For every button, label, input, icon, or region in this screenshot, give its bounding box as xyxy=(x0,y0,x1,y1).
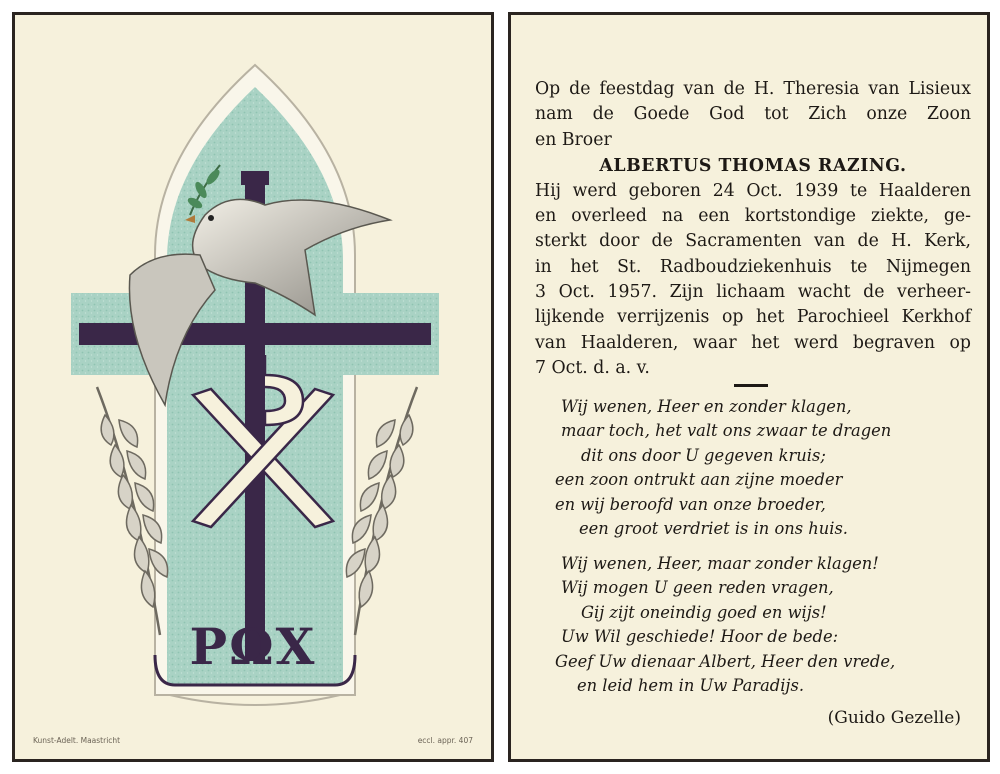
poem-line: Uw Wil geschiede! Hoor de bede: xyxy=(561,627,839,647)
obituary-text xyxy=(535,77,971,381)
body-line: 7 Oct. d. a. v. xyxy=(535,357,650,378)
pax-monogram-text: PΩX xyxy=(189,617,317,676)
palm-frond-right-icon xyxy=(346,387,417,635)
poem-line: maar toch, het valt ons zwaar te dragen xyxy=(561,421,892,441)
poem-line: en leid hem in Uw Paradijs. xyxy=(577,676,805,696)
poem-stanza xyxy=(555,552,975,698)
deceased-name: ALBERTUS THOMAS RAZING. xyxy=(599,155,907,176)
body-line: van Haalderen, waar het werd begraven op xyxy=(535,332,971,353)
section-divider xyxy=(734,384,768,387)
body-line: in het St. Radboudziekenhuis te Nijmegen xyxy=(535,256,971,277)
poem-stanza xyxy=(555,395,975,541)
body-line: en overleed na een kortstondige ziekte, ge- xyxy=(535,206,971,227)
cross-horizontal-beam xyxy=(79,323,431,345)
poem-line: een zoon ontrukt aan zijne moeder xyxy=(555,470,843,490)
body-line: 3 Oct. 1957. Zijn lichaam wacht de verheer- xyxy=(535,282,971,303)
ecclesiastical-approval: eccl. appr. 407 xyxy=(417,736,473,745)
body-line: Hij werd geboren 24 Oct. 1939 te Haalderen xyxy=(535,180,971,201)
poem-line: een groot verdriet is in ons huis. xyxy=(579,519,848,539)
body-line: sterkt door de Sacramenten van de H. Kerk, xyxy=(535,231,971,252)
poem-line: Wij wenen, Heer en zonder klagen, xyxy=(561,397,852,416)
intro-line: nam de Goede God tot Zich onze Zoon xyxy=(535,104,971,125)
poem-line: Gij zijt oneindig goed en wijs! xyxy=(581,602,827,622)
poem-author: (Guido Gezelle) xyxy=(827,708,961,728)
poem-line: Wij mogen U geen reden vragen, xyxy=(561,578,834,598)
body-line: lijkende verrijzenis op het Parochieel Kerkhof xyxy=(535,307,971,328)
poem-line: Geef Uw dienaar Albert, Heer den vrede, xyxy=(555,651,896,671)
memorial-card-front xyxy=(12,12,494,762)
poem-line: dit ons door U gegeven kruis; xyxy=(581,445,826,465)
poem-line: Wij wenen, Heer, maar zonder klagen! xyxy=(561,554,879,573)
intro-line: Op de feestdag van de H. Theresia van Lisieux xyxy=(535,79,971,99)
intro-line: en Broer xyxy=(535,129,612,150)
memorial-card-back xyxy=(508,12,990,762)
poem-line: en wij beroofd van onze broeder, xyxy=(555,494,826,514)
printer-credit: Kunst-Adelt. Maastricht xyxy=(33,736,121,745)
